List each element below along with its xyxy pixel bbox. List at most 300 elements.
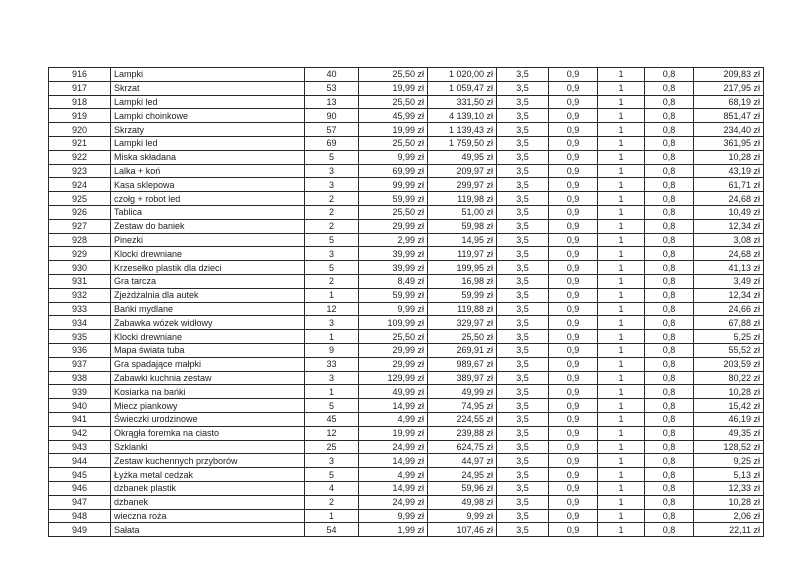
- factor-a-cell: 3,5: [497, 440, 549, 454]
- factor-a-cell: 3,5: [497, 109, 549, 123]
- unit-price-cell: 29,99 zł: [359, 219, 428, 233]
- quantity-cell: 5: [305, 150, 359, 164]
- quantity-cell: 1: [305, 509, 359, 523]
- row-number-cell: 928: [49, 233, 111, 247]
- row-number-cell: 926: [49, 205, 111, 219]
- factor-d-cell: 0,8: [645, 371, 694, 385]
- factor-a-cell: 3,5: [497, 205, 549, 219]
- quantity-cell: 12: [305, 426, 359, 440]
- table-row: [49, 426, 764, 440]
- unit-price-cell: 59,99 zł: [359, 288, 428, 302]
- result-value-cell: 209,83 zł: [694, 68, 764, 82]
- factor-d-cell: 0,8: [645, 274, 694, 288]
- row-number-cell: 916: [49, 68, 111, 82]
- factor-c-cell: 1: [598, 205, 645, 219]
- result-value-cell: 234,40 zł: [694, 123, 764, 137]
- factor-b-cell: 0,9: [549, 247, 598, 261]
- result-value-cell: 3,49 zł: [694, 274, 764, 288]
- row-number-cell: 944: [49, 454, 111, 468]
- unit-price-cell: 25,50 zł: [359, 95, 428, 109]
- factor-a-cell: 3,5: [497, 509, 549, 523]
- factor-d-cell: 0,8: [645, 164, 694, 178]
- table-row: [49, 371, 764, 385]
- factor-d-cell: 0,8: [645, 205, 694, 219]
- table-row: [49, 178, 764, 192]
- unit-price-cell: 69,99 zł: [359, 164, 428, 178]
- total-value-cell: 119,88 zł: [428, 302, 497, 316]
- factor-b-cell: 0,9: [549, 123, 598, 137]
- factor-a-cell: 3,5: [497, 385, 549, 399]
- result-value-cell: 12,33 zł: [694, 481, 764, 495]
- factor-b-cell: 0,9: [549, 385, 598, 399]
- factor-b-cell: 0,9: [549, 95, 598, 109]
- row-number-cell: 942: [49, 426, 111, 440]
- factor-c-cell: 1: [598, 399, 645, 413]
- quantity-cell: 3: [305, 164, 359, 178]
- factor-d-cell: 0,8: [645, 95, 694, 109]
- factor-c-cell: 1: [598, 274, 645, 288]
- unit-price-cell: 9,99 zł: [359, 150, 428, 164]
- quantity-cell: 4: [305, 481, 359, 495]
- factor-b-cell: 0,9: [549, 136, 598, 150]
- factor-d-cell: 0,8: [645, 247, 694, 261]
- result-value-cell: 80,22 zł: [694, 371, 764, 385]
- unit-price-cell: 49,99 zł: [359, 385, 428, 399]
- factor-d-cell: 0,8: [645, 385, 694, 399]
- factor-b-cell: 0,9: [549, 523, 598, 537]
- table-row: [49, 399, 764, 413]
- item-name-cell: Miecz piankowy: [111, 399, 305, 413]
- factor-c-cell: 1: [598, 150, 645, 164]
- factor-a-cell: 3,5: [497, 316, 549, 330]
- total-value-cell: 49,95 zł: [428, 150, 497, 164]
- row-number-cell: 941: [49, 412, 111, 426]
- total-value-cell: 59,98 zł: [428, 219, 497, 233]
- item-name-cell: Skrzaty: [111, 123, 305, 137]
- factor-b-cell: 0,9: [549, 109, 598, 123]
- table-row: [49, 288, 764, 302]
- table-row: [49, 454, 764, 468]
- table-row: [49, 192, 764, 206]
- quantity-cell: 2: [305, 495, 359, 509]
- row-number-cell: 925: [49, 192, 111, 206]
- factor-a-cell: 3,5: [497, 219, 549, 233]
- unit-price-cell: 19,99 zł: [359, 426, 428, 440]
- factor-a-cell: 3,5: [497, 412, 549, 426]
- quantity-cell: 5: [305, 233, 359, 247]
- item-name-cell: Klocki drewniane: [111, 247, 305, 261]
- row-number-cell: 934: [49, 316, 111, 330]
- table-row: [49, 316, 764, 330]
- factor-d-cell: 0,8: [645, 523, 694, 537]
- table-row: [49, 109, 764, 123]
- unit-price-cell: 25,50 zł: [359, 136, 428, 150]
- quantity-cell: 1: [305, 288, 359, 302]
- item-name-cell: Lampki led: [111, 136, 305, 150]
- row-number-cell: 946: [49, 481, 111, 495]
- unit-price-cell: 14,99 zł: [359, 481, 428, 495]
- unit-price-cell: 25,50 zł: [359, 68, 428, 82]
- table-row: [49, 95, 764, 109]
- table-row: [49, 274, 764, 288]
- factor-d-cell: 0,8: [645, 109, 694, 123]
- factor-a-cell: 3,5: [497, 288, 549, 302]
- factor-d-cell: 0,8: [645, 454, 694, 468]
- factor-a-cell: 3,5: [497, 68, 549, 82]
- result-value-cell: 10,49 zł: [694, 205, 764, 219]
- item-name-cell: Zjeżdżalnia dla autek: [111, 288, 305, 302]
- total-value-cell: 74,95 zł: [428, 399, 497, 413]
- item-name-cell: Lalka + koń: [111, 164, 305, 178]
- item-name-cell: Lampki: [111, 68, 305, 82]
- quantity-cell: 13: [305, 95, 359, 109]
- result-value-cell: 10,28 zł: [694, 385, 764, 399]
- factor-c-cell: 1: [598, 109, 645, 123]
- result-value-cell: 9,25 zł: [694, 454, 764, 468]
- row-number-cell: 930: [49, 261, 111, 275]
- item-name-cell: Okrągła foremka na ciasto: [111, 426, 305, 440]
- factor-d-cell: 0,8: [645, 192, 694, 206]
- table-row: [49, 205, 764, 219]
- item-name-cell: Zestaw kuchennych przyborów: [111, 454, 305, 468]
- factor-c-cell: 1: [598, 357, 645, 371]
- quantity-cell: 3: [305, 316, 359, 330]
- table-row: [49, 385, 764, 399]
- table-body: [49, 68, 764, 537]
- row-number-cell: 924: [49, 178, 111, 192]
- factor-d-cell: 0,8: [645, 123, 694, 137]
- factor-b-cell: 0,9: [549, 205, 598, 219]
- unit-price-cell: 4,99 zł: [359, 412, 428, 426]
- item-name-cell: wieczna roża: [111, 509, 305, 523]
- total-value-cell: 119,98 zł: [428, 192, 497, 206]
- unit-price-cell: 25,50 zł: [359, 330, 428, 344]
- item-name-cell: Kasa sklepowa: [111, 178, 305, 192]
- table-row: [49, 481, 764, 495]
- total-value-cell: 199,95 zł: [428, 261, 497, 275]
- quantity-cell: 57: [305, 123, 359, 137]
- factor-b-cell: 0,9: [549, 261, 598, 275]
- total-value-cell: 49,98 zł: [428, 495, 497, 509]
- factor-d-cell: 0,8: [645, 330, 694, 344]
- total-value-cell: 49,99 zł: [428, 385, 497, 399]
- factor-d-cell: 0,8: [645, 343, 694, 357]
- factor-b-cell: 0,9: [549, 68, 598, 82]
- quantity-cell: 3: [305, 178, 359, 192]
- table-row: [49, 81, 764, 95]
- total-value-cell: 59,96 zł: [428, 481, 497, 495]
- factor-c-cell: 1: [598, 136, 645, 150]
- quantity-cell: 3: [305, 454, 359, 468]
- unit-price-cell: 1,99 zł: [359, 523, 428, 537]
- item-name-cell: Zabawki kuchnia zestaw: [111, 371, 305, 385]
- quantity-cell: 5: [305, 399, 359, 413]
- item-name-cell: Kosiarka na bańki: [111, 385, 305, 399]
- factor-a-cell: 3,5: [497, 178, 549, 192]
- row-number-cell: 918: [49, 95, 111, 109]
- item-name-cell: Krzesełko plastik dla dzieci: [111, 261, 305, 275]
- factor-a-cell: 3,5: [497, 274, 549, 288]
- result-value-cell: 12,34 zł: [694, 219, 764, 233]
- factor-c-cell: 1: [598, 523, 645, 537]
- result-value-cell: 851,47 zł: [694, 109, 764, 123]
- item-name-cell: Miska składana: [111, 150, 305, 164]
- result-value-cell: 24,68 zł: [694, 192, 764, 206]
- factor-d-cell: 0,8: [645, 219, 694, 233]
- unit-price-cell: 9,99 zł: [359, 509, 428, 523]
- table-row: [49, 495, 764, 509]
- factor-a-cell: 3,5: [497, 95, 549, 109]
- table-row: [49, 233, 764, 247]
- total-value-cell: 331,50 zł: [428, 95, 497, 109]
- quantity-cell: 9: [305, 343, 359, 357]
- unit-price-cell: 14,99 zł: [359, 454, 428, 468]
- factor-c-cell: 1: [598, 68, 645, 82]
- factor-a-cell: 3,5: [497, 468, 549, 482]
- total-value-cell: 16,98 zł: [428, 274, 497, 288]
- unit-price-cell: 39,99 zł: [359, 261, 428, 275]
- row-number-cell: 945: [49, 468, 111, 482]
- factor-d-cell: 0,8: [645, 150, 694, 164]
- quantity-cell: 90: [305, 109, 359, 123]
- item-name-cell: Lampki choinkowe: [111, 109, 305, 123]
- total-value-cell: 224,55 zł: [428, 412, 497, 426]
- factor-c-cell: 1: [598, 123, 645, 137]
- table-row: [49, 343, 764, 357]
- factor-b-cell: 0,9: [549, 426, 598, 440]
- total-value-cell: 329,97 zł: [428, 316, 497, 330]
- unit-price-cell: 24,99 zł: [359, 440, 428, 454]
- factor-b-cell: 0,9: [549, 302, 598, 316]
- quantity-cell: 3: [305, 371, 359, 385]
- table-row: [49, 302, 764, 316]
- total-value-cell: 4 139,10 zł: [428, 109, 497, 123]
- row-number-cell: 949: [49, 523, 111, 537]
- row-number-cell: 919: [49, 109, 111, 123]
- factor-a-cell: 3,5: [497, 495, 549, 509]
- item-name-cell: Skrzat: [111, 81, 305, 95]
- factor-b-cell: 0,9: [549, 164, 598, 178]
- factor-a-cell: 3,5: [497, 426, 549, 440]
- table-row: [49, 136, 764, 150]
- factor-d-cell: 0,8: [645, 68, 694, 82]
- factor-b-cell: 0,9: [549, 288, 598, 302]
- factor-c-cell: 1: [598, 454, 645, 468]
- factor-c-cell: 1: [598, 371, 645, 385]
- unit-price-cell: 29,99 zł: [359, 357, 428, 371]
- quantity-cell: 45: [305, 412, 359, 426]
- item-name-cell: Bańki mydlane: [111, 302, 305, 316]
- unit-price-cell: 99,99 zł: [359, 178, 428, 192]
- quantity-cell: 2: [305, 205, 359, 219]
- item-name-cell: Lampki led: [111, 95, 305, 109]
- row-number-cell: 948: [49, 509, 111, 523]
- factor-d-cell: 0,8: [645, 481, 694, 495]
- unit-price-cell: 2,99 zł: [359, 233, 428, 247]
- result-value-cell: 5,25 zł: [694, 330, 764, 344]
- row-number-cell: 923: [49, 164, 111, 178]
- row-number-cell: 947: [49, 495, 111, 509]
- table-row: [49, 357, 764, 371]
- row-number-cell: 940: [49, 399, 111, 413]
- row-number-cell: 939: [49, 385, 111, 399]
- result-value-cell: 10,28 zł: [694, 495, 764, 509]
- factor-c-cell: 1: [598, 316, 645, 330]
- item-name-cell: Sałata: [111, 523, 305, 537]
- total-value-cell: 299,97 zł: [428, 178, 497, 192]
- factor-c-cell: 1: [598, 481, 645, 495]
- factor-d-cell: 0,8: [645, 81, 694, 95]
- factor-a-cell: 3,5: [497, 164, 549, 178]
- factor-a-cell: 3,5: [497, 399, 549, 413]
- result-value-cell: 361,95 zł: [694, 136, 764, 150]
- factor-b-cell: 0,9: [549, 219, 598, 233]
- total-value-cell: 1 059,47 zł: [428, 81, 497, 95]
- factor-b-cell: 0,9: [549, 371, 598, 385]
- data-table: [48, 67, 764, 537]
- quantity-cell: 33: [305, 357, 359, 371]
- table-row: [49, 330, 764, 344]
- factor-d-cell: 0,8: [645, 288, 694, 302]
- factor-b-cell: 0,9: [549, 412, 598, 426]
- row-number-cell: 922: [49, 150, 111, 164]
- factor-b-cell: 0,9: [549, 178, 598, 192]
- table-row: [49, 509, 764, 523]
- factor-b-cell: 0,9: [549, 495, 598, 509]
- unit-price-cell: 25,50 zł: [359, 205, 428, 219]
- item-name-cell: Świeczki urodzinowe: [111, 412, 305, 426]
- factor-d-cell: 0,8: [645, 426, 694, 440]
- total-value-cell: 25,50 zł: [428, 330, 497, 344]
- factor-b-cell: 0,9: [549, 316, 598, 330]
- result-value-cell: 5,13 zł: [694, 468, 764, 482]
- factor-b-cell: 0,9: [549, 481, 598, 495]
- factor-a-cell: 3,5: [497, 343, 549, 357]
- factor-c-cell: 1: [598, 178, 645, 192]
- factor-c-cell: 1: [598, 343, 645, 357]
- quantity-cell: 25: [305, 440, 359, 454]
- factor-c-cell: 1: [598, 412, 645, 426]
- item-name-cell: Klocki drewniane: [111, 330, 305, 344]
- factor-b-cell: 0,9: [549, 509, 598, 523]
- total-value-cell: 14,95 zł: [428, 233, 497, 247]
- item-name-cell: dzbanek plastik: [111, 481, 305, 495]
- factor-d-cell: 0,8: [645, 468, 694, 482]
- table-row: [49, 412, 764, 426]
- quantity-cell: 54: [305, 523, 359, 537]
- row-number-cell: 937: [49, 357, 111, 371]
- row-number-cell: 931: [49, 274, 111, 288]
- row-number-cell: 936: [49, 343, 111, 357]
- factor-a-cell: 3,5: [497, 454, 549, 468]
- factor-d-cell: 0,8: [645, 495, 694, 509]
- total-value-cell: 239,88 zł: [428, 426, 497, 440]
- factor-c-cell: 1: [598, 495, 645, 509]
- total-value-cell: 1 020,00 zł: [428, 68, 497, 82]
- row-number-cell: 933: [49, 302, 111, 316]
- quantity-cell: 5: [305, 468, 359, 482]
- result-value-cell: 68,19 zł: [694, 95, 764, 109]
- factor-c-cell: 1: [598, 330, 645, 344]
- factor-b-cell: 0,9: [549, 81, 598, 95]
- unit-price-cell: 109,99 zł: [359, 316, 428, 330]
- factor-b-cell: 0,9: [549, 330, 598, 344]
- factor-b-cell: 0,9: [549, 440, 598, 454]
- result-value-cell: 67,88 zł: [694, 316, 764, 330]
- factor-b-cell: 0,9: [549, 150, 598, 164]
- quantity-cell: 2: [305, 192, 359, 206]
- factor-d-cell: 0,8: [645, 261, 694, 275]
- result-value-cell: 15,42 zł: [694, 399, 764, 413]
- factor-a-cell: 3,5: [497, 523, 549, 537]
- row-number-cell: 920: [49, 123, 111, 137]
- factor-a-cell: 3,5: [497, 150, 549, 164]
- table-row: [49, 468, 764, 482]
- unit-price-cell: 19,99 zł: [359, 123, 428, 137]
- item-name-cell: Zabawka wózek widłowy: [111, 316, 305, 330]
- item-name-cell: czołg + robot led: [111, 192, 305, 206]
- unit-price-cell: 129,99 zł: [359, 371, 428, 385]
- factor-a-cell: 3,5: [497, 261, 549, 275]
- quantity-cell: 53: [305, 81, 359, 95]
- factor-a-cell: 3,5: [497, 136, 549, 150]
- factor-a-cell: 3,5: [497, 330, 549, 344]
- factor-c-cell: 1: [598, 509, 645, 523]
- item-name-cell: Łyżka metal cedzak: [111, 468, 305, 482]
- factor-c-cell: 1: [598, 192, 645, 206]
- item-name-cell: Gra tarcza: [111, 274, 305, 288]
- factor-d-cell: 0,8: [645, 509, 694, 523]
- result-value-cell: 55,52 zł: [694, 343, 764, 357]
- factor-a-cell: 3,5: [497, 123, 549, 137]
- unit-price-cell: 24,99 zł: [359, 495, 428, 509]
- table-row: [49, 164, 764, 178]
- row-number-cell: 935: [49, 330, 111, 344]
- unit-price-cell: 19,99 zł: [359, 81, 428, 95]
- row-number-cell: 938: [49, 371, 111, 385]
- factor-c-cell: 1: [598, 440, 645, 454]
- factor-c-cell: 1: [598, 302, 645, 316]
- factor-b-cell: 0,9: [549, 233, 598, 247]
- item-name-cell: Tablica: [111, 205, 305, 219]
- total-value-cell: 59,99 zł: [428, 288, 497, 302]
- item-name-cell: Zestaw do baniek: [111, 219, 305, 233]
- factor-a-cell: 3,5: [497, 371, 549, 385]
- total-value-cell: 269,91 zł: [428, 343, 497, 357]
- result-value-cell: 128,52 zł: [694, 440, 764, 454]
- factor-a-cell: 3,5: [497, 247, 549, 261]
- factor-a-cell: 3,5: [497, 192, 549, 206]
- unit-price-cell: 45,99 zł: [359, 109, 428, 123]
- table-row: [49, 440, 764, 454]
- factor-d-cell: 0,8: [645, 412, 694, 426]
- result-value-cell: 46,19 zł: [694, 412, 764, 426]
- total-value-cell: 624,75 zł: [428, 440, 497, 454]
- factor-c-cell: 1: [598, 288, 645, 302]
- row-number-cell: 932: [49, 288, 111, 302]
- result-value-cell: 2,06 zł: [694, 509, 764, 523]
- result-value-cell: 203,59 zł: [694, 357, 764, 371]
- table-row: [49, 523, 764, 537]
- unit-price-cell: 29,99 zł: [359, 343, 428, 357]
- factor-d-cell: 0,8: [645, 136, 694, 150]
- item-name-cell: dzbanek: [111, 495, 305, 509]
- unit-price-cell: 8,49 zł: [359, 274, 428, 288]
- item-name-cell: Pinezki: [111, 233, 305, 247]
- factor-c-cell: 1: [598, 95, 645, 109]
- factor-b-cell: 0,9: [549, 343, 598, 357]
- factor-c-cell: 1: [598, 247, 645, 261]
